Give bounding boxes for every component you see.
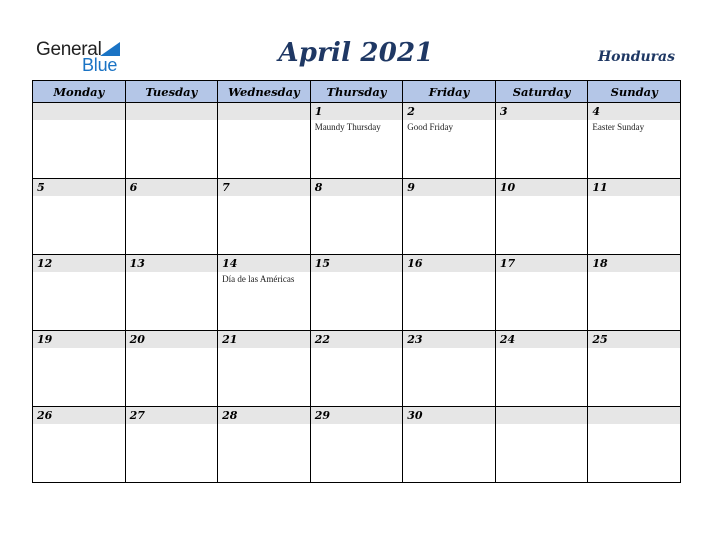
day-number: 14 bbox=[222, 257, 238, 270]
day-number-bar bbox=[311, 103, 403, 120]
weekday-header: Monday bbox=[33, 81, 126, 103]
week-row bbox=[33, 179, 681, 255]
day-number: 15 bbox=[314, 257, 330, 270]
day-number: 11 bbox=[592, 181, 608, 194]
day-number: 25 bbox=[592, 333, 608, 346]
day-number-bar bbox=[496, 103, 588, 120]
day-number: 10 bbox=[499, 181, 516, 194]
day-number-bar bbox=[218, 407, 310, 424]
day-cell bbox=[310, 255, 403, 331]
day-number: 13 bbox=[129, 257, 145, 270]
day-number: 24 bbox=[499, 333, 516, 346]
day-number-bar bbox=[403, 407, 495, 424]
day-number-bar bbox=[496, 407, 588, 424]
day-number-bar bbox=[218, 179, 310, 196]
day-number: 2 bbox=[407, 105, 415, 118]
day-cell bbox=[403, 255, 496, 331]
weekday-header: Tuesday bbox=[125, 81, 218, 103]
day-cell bbox=[33, 255, 126, 331]
calendar-title: April 2021 bbox=[278, 38, 434, 68]
weekday-header: Sunday bbox=[588, 81, 681, 103]
day-number-bar bbox=[33, 103, 125, 120]
day-number-bar bbox=[588, 331, 680, 348]
day-number: 26 bbox=[37, 409, 53, 422]
day-cell bbox=[495, 103, 588, 179]
day-number-bar bbox=[126, 407, 218, 424]
day-number-bar bbox=[311, 331, 403, 348]
day-cell bbox=[310, 103, 403, 179]
day-cell bbox=[125, 407, 218, 483]
day-number: 16 bbox=[407, 257, 423, 270]
day-cell bbox=[588, 103, 681, 179]
day-cell bbox=[588, 407, 681, 483]
day-cell bbox=[125, 255, 218, 331]
week-row bbox=[33, 103, 681, 179]
day-cell bbox=[218, 179, 311, 255]
day-number-bar bbox=[588, 255, 680, 272]
day-cell bbox=[125, 179, 218, 255]
day-number: 7 bbox=[222, 181, 230, 194]
day-number: 20 bbox=[129, 333, 145, 346]
day-cell bbox=[403, 331, 496, 407]
day-number-bar bbox=[33, 255, 125, 272]
day-number-bar bbox=[496, 179, 588, 196]
day-number-bar bbox=[33, 407, 125, 424]
day-number: 4 bbox=[592, 105, 601, 118]
day-number-bar bbox=[33, 179, 125, 196]
day-number: 6 bbox=[129, 181, 138, 194]
day-cell bbox=[125, 103, 218, 179]
day-number: 17 bbox=[499, 257, 516, 270]
day-number-bar bbox=[126, 331, 218, 348]
weekday-header: Thursday bbox=[310, 81, 403, 103]
day-number: 30 bbox=[407, 409, 423, 422]
holiday-label: Good Friday bbox=[407, 122, 453, 132]
day-number: 8 bbox=[314, 181, 323, 194]
country-label: Honduras bbox=[597, 49, 675, 65]
day-cell bbox=[588, 255, 681, 331]
day-number: 5 bbox=[37, 181, 45, 194]
holiday-label: Día de las Américas bbox=[222, 274, 295, 284]
day-number-bar bbox=[218, 103, 310, 120]
day-number-bar bbox=[311, 255, 403, 272]
week-row bbox=[33, 255, 681, 331]
logo-word-blue: Blue bbox=[82, 55, 118, 75]
day-number-bar bbox=[403, 255, 495, 272]
day-number-bar bbox=[403, 179, 495, 196]
day-cell bbox=[495, 331, 588, 407]
weekday-header: Friday bbox=[403, 81, 496, 103]
day-number-bar bbox=[126, 255, 218, 272]
day-number: 19 bbox=[37, 333, 53, 346]
day-number: 18 bbox=[592, 257, 608, 270]
day-cell bbox=[495, 179, 588, 255]
day-number-bar bbox=[403, 331, 495, 348]
day-cell bbox=[218, 407, 311, 483]
day-cell bbox=[403, 407, 496, 483]
day-cell bbox=[310, 331, 403, 407]
day-cell bbox=[218, 331, 311, 407]
day-cell bbox=[588, 179, 681, 255]
day-cell bbox=[495, 407, 588, 483]
logo-word-general: General bbox=[36, 39, 102, 60]
day-cell bbox=[218, 103, 311, 179]
day-number-bar bbox=[403, 103, 495, 120]
day-cell bbox=[125, 331, 218, 407]
day-number-bar bbox=[33, 331, 125, 348]
weekday-header-row bbox=[33, 81, 681, 103]
day-number-bar bbox=[588, 179, 680, 196]
day-number: 28 bbox=[222, 409, 238, 422]
weekday-header: Wednesday bbox=[218, 81, 311, 103]
day-number-bar bbox=[588, 407, 680, 424]
day-number-bar bbox=[588, 103, 680, 120]
day-number: 3 bbox=[499, 105, 508, 118]
day-cell bbox=[218, 255, 311, 331]
day-number: 21 bbox=[222, 333, 238, 346]
day-number: 27 bbox=[129, 409, 145, 422]
day-cell bbox=[403, 179, 496, 255]
day-number-bar bbox=[311, 407, 403, 424]
day-cell bbox=[33, 179, 126, 255]
day-number: 23 bbox=[407, 333, 423, 346]
day-cell bbox=[403, 103, 496, 179]
day-number-bar bbox=[496, 255, 588, 272]
holiday-label: Easter Sunday bbox=[592, 122, 645, 132]
day-number-bar bbox=[126, 179, 218, 196]
day-number: 12 bbox=[37, 257, 53, 270]
day-cell bbox=[33, 331, 126, 407]
day-cell bbox=[33, 103, 126, 179]
day-number: 29 bbox=[314, 409, 330, 422]
day-number: 1 bbox=[314, 105, 323, 118]
day-number-bar bbox=[218, 255, 310, 272]
day-cell bbox=[310, 179, 403, 255]
day-number: 22 bbox=[314, 333, 330, 346]
day-cell bbox=[588, 331, 681, 407]
day-cell bbox=[495, 255, 588, 331]
day-number: 9 bbox=[407, 181, 415, 194]
day-cell bbox=[310, 407, 403, 483]
day-number-bar bbox=[311, 179, 403, 196]
week-row bbox=[33, 331, 681, 407]
holiday-label: Maundy Thursday bbox=[314, 122, 381, 132]
week-row bbox=[33, 407, 681, 483]
day-number-bar bbox=[496, 331, 588, 348]
weekday-header: Saturday bbox=[495, 81, 588, 103]
calendar-grid bbox=[32, 80, 681, 483]
day-number-bar bbox=[218, 331, 310, 348]
day-number-bar bbox=[126, 103, 218, 120]
day-cell bbox=[33, 407, 126, 483]
